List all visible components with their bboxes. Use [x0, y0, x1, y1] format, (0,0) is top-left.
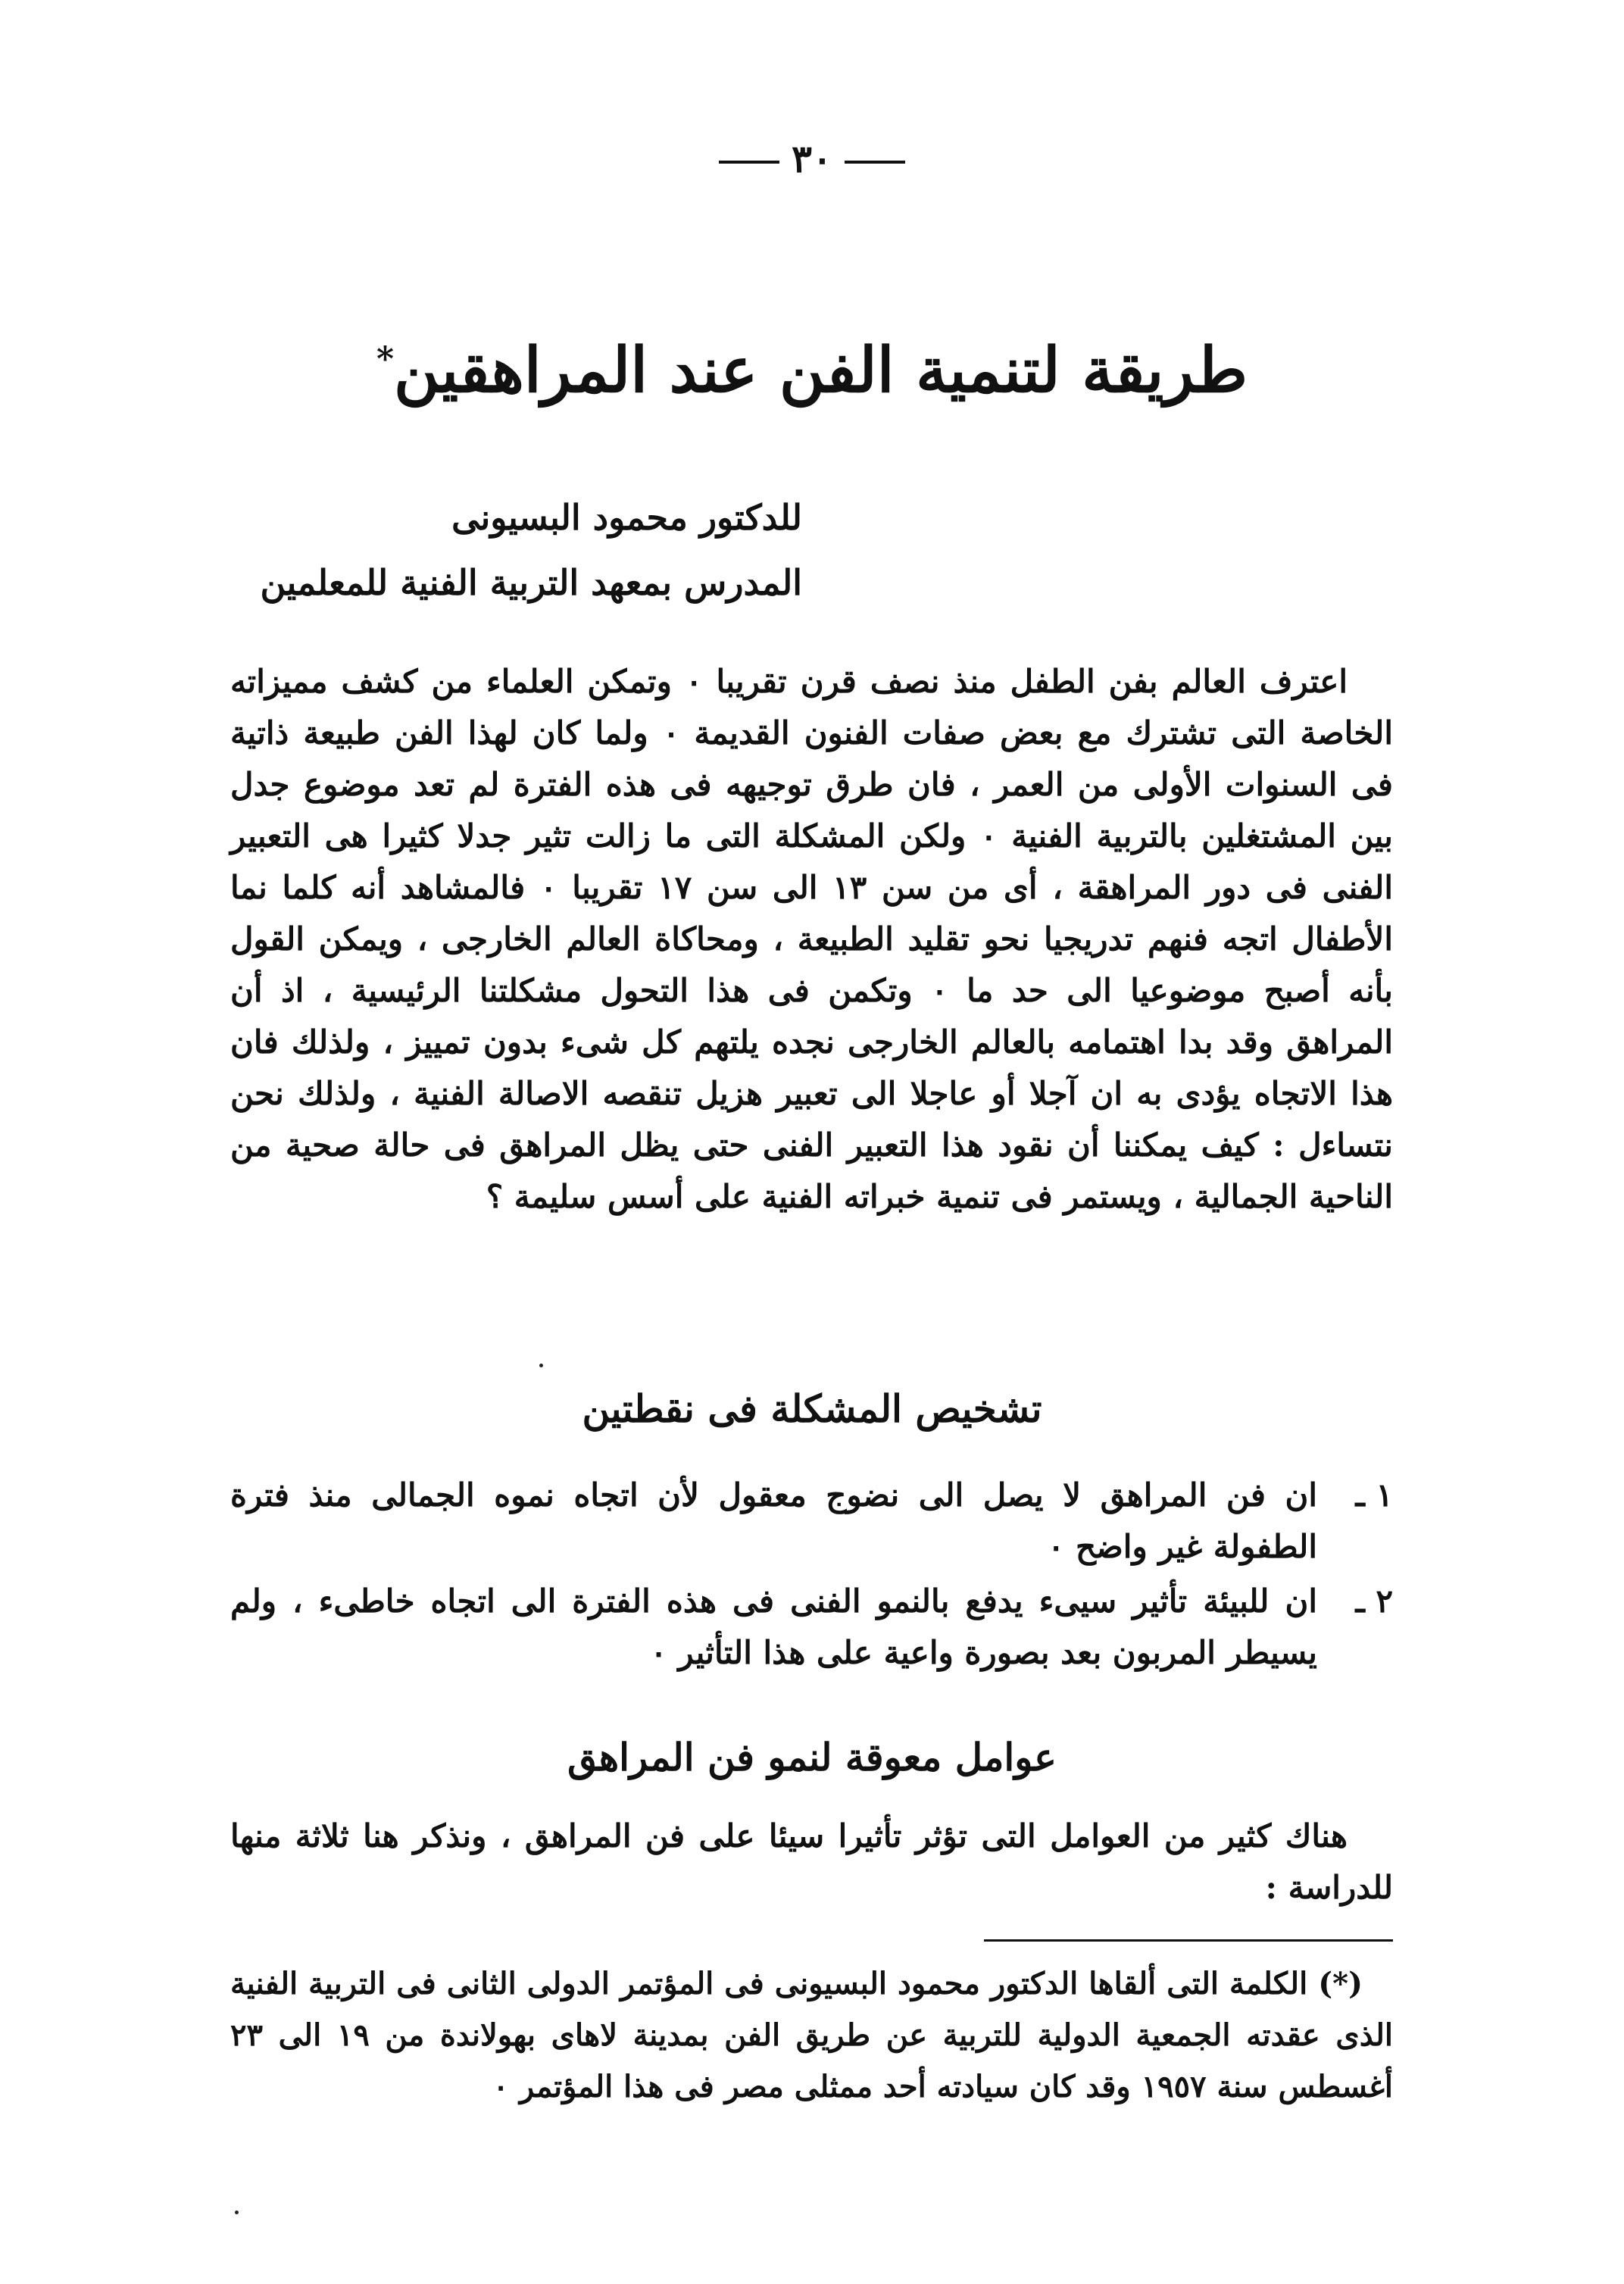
author-name: للدكتور محمود البسيونى: [451, 497, 802, 538]
factors-section: [230, 1811, 1393, 1914]
author-affiliation: المدرس بمعهد التربية الفنية للمعلمين: [260, 562, 802, 603]
list-item: [230, 1576, 1393, 1679]
list-item-number: ٢ ـ: [1355, 1583, 1393, 1620]
page-number-value: ٣٠: [792, 136, 832, 181]
article-title: [0, 333, 1624, 408]
section-heading-factors: عوامل معوقة لنمو فن المراهق: [567, 1735, 1057, 1779]
footnote-text: (*) الكلمة التى ألقاها الدكتور محمود البسيونى فى المؤتمر الدولى الثانى فى التربية الفنية الذى عقدته الجمعية الدولية للتربية عن طريق الفن بمدينة لاهاى بهولاندة من ١٩ الى ٢٣ أغسطس سنة ١٩٥٧ وقد كان سيادته أحد ممثلى مصر فى هذا المؤتمر ٠: [230, 1966, 1393, 2104]
page-number-dash-left: [719, 161, 779, 164]
footnote-divider: [984, 1939, 1393, 1942]
scan-speck: [539, 1364, 543, 1367]
intro-paragraph: اعترف العالم بفن الطفل منذ نصف قرن تقريبا ٠ وتمكن العلماء من كشف مميزاته الخاصة التى تشترك مع بعض صفات الفنون القديمة ٠ ولما كان لهذا الفن طبيعة ذاتية فى السنوات الأولى من العمر ، فان طرق توجيهه فى هذه الفترة لم تعد موضوع جدل بين المشتغلين بالتربية الفنية ٠ ولكن المشكلة التى ما زالت تثير جدلا كثيرا هى التعبير الفنى فى دور المراهقة ، أى من سن ١٣ الى سن ١٧ تقريبا ٠ فالمشاهد أنه كلما نما الأطفال اتجه فنهم تدريجيا نحو تقليد الطبيعة ، ومحاكاة العالم الخارجى ، ويمكن القول بأنه أصبح موضوعيا الى حد ما ٠ وتكمن فى هذا التحول مشكلتنا الرئيسية ، اذ أن المراهق وقد بدا اهتمامه بالعالم الخارجى نجده يلتهم كل شىء بدون تمييز ، ولذلك فان هذا الاتجاه يؤدى به ان آجلا أو عاجلا الى تعبير هزيل تنقصه الاصالة الفنية ، ولذلك نحن نتساءل : كيف يمكننا أن نقود هذا التعبير الفنى حتى يظل المراهق فى حالة صحية من الناحية الجمالية ، ويستمر فى تنمية خبراته الفنية على أسس سليمة ؟: [230, 663, 1394, 1215]
diagnosis-list: [230, 1470, 1393, 1682]
list-item-text: ان للبيئة تأثير سيىء يدفع بالنمو الفنى فى هذه الفترة الى اتجاه خاطىء ، ولم يسيطر المربون بعد بصورة واعية على هذا التأثير ٠: [230, 1583, 1317, 1671]
scan-speck: [235, 2211, 239, 2214]
factors-paragraph: هناك كثير من العوامل التى تؤثر تأثيرا سيئا على فن المراهق ، ونذكر هنا ثلاثة منها للدراسة :: [230, 1817, 1393, 1906]
article-title-text: طريقة لتنمية الفن عند المراهقين: [393, 334, 1248, 407]
page-number-dash-right: [845, 161, 905, 164]
section-heading-diagnosis: تشخيص المشكلة فى نقطتين: [582, 1386, 1042, 1431]
list-item: [230, 1470, 1393, 1573]
footnote: [230, 1958, 1393, 2113]
title-footnote-marker: *: [376, 339, 394, 379]
intro-section: [230, 656, 1393, 1223]
list-item-number: ١ ـ: [1355, 1476, 1393, 1514]
page-number: [0, 136, 1624, 181]
list-item-text: ان فن المراهق لا يصل الى نضوج معقول لأن اتجاه نموه الجمالى منذ فترة الطفولة غير واضح ٠: [230, 1476, 1317, 1565]
author-block: [260, 485, 802, 615]
